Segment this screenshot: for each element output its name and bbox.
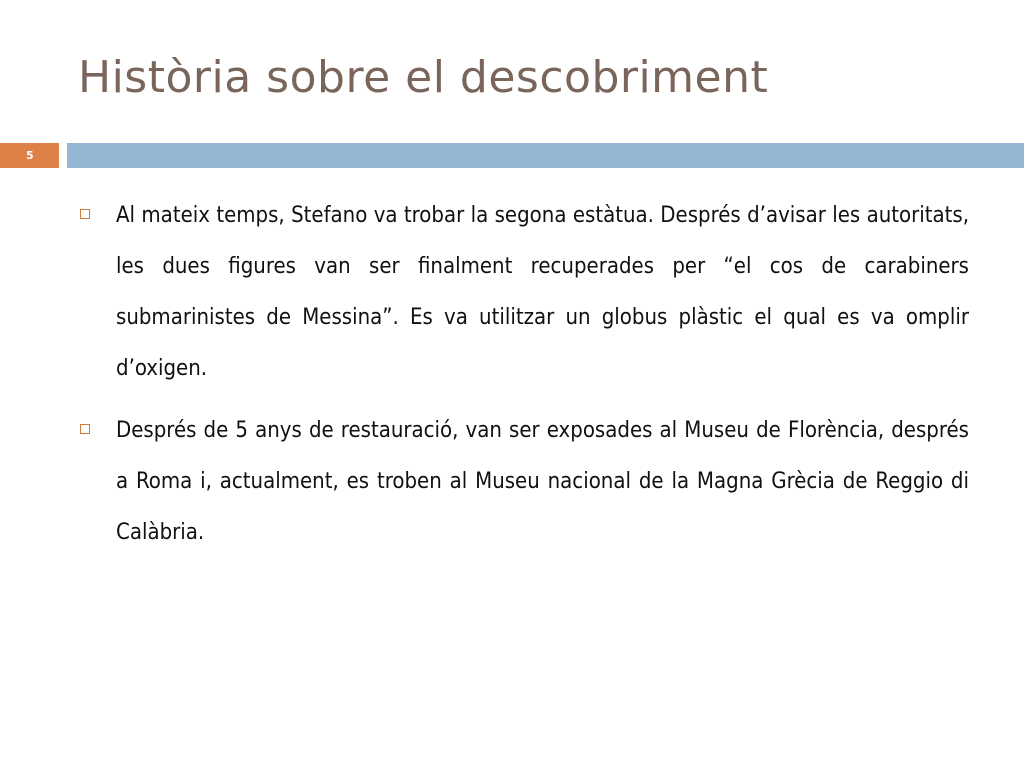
square-bullet-icon bbox=[80, 424, 90, 434]
accent-bar bbox=[67, 143, 1024, 168]
slide-number-box bbox=[0, 143, 59, 168]
bullet-text: Després de 5 anys de restauració, van ser exposades al Museu de Florència, després a Roma i, actualment, es troben al Museu nacional de la Magna Grècia de Reggio di Calàbria. bbox=[116, 418, 969, 545]
list-item bbox=[80, 190, 969, 394]
square-bullet-icon bbox=[80, 209, 90, 219]
bullet-list bbox=[80, 190, 969, 569]
slide-number: 5 bbox=[26, 149, 34, 162]
list-item bbox=[80, 405, 969, 558]
page-title: Història sobre el descobriment bbox=[78, 52, 769, 103]
bullet-text: Al mateix temps, Stefano va trobar la segona estàtua. Després d’avisar les autoritats, les dues figures van ser finalment recuperades per “el cos de carabiners submarinistes de Messina”. Es va utilitzar un globus plàstic el qual es va omplir d’oxigen. bbox=[116, 203, 969, 381]
